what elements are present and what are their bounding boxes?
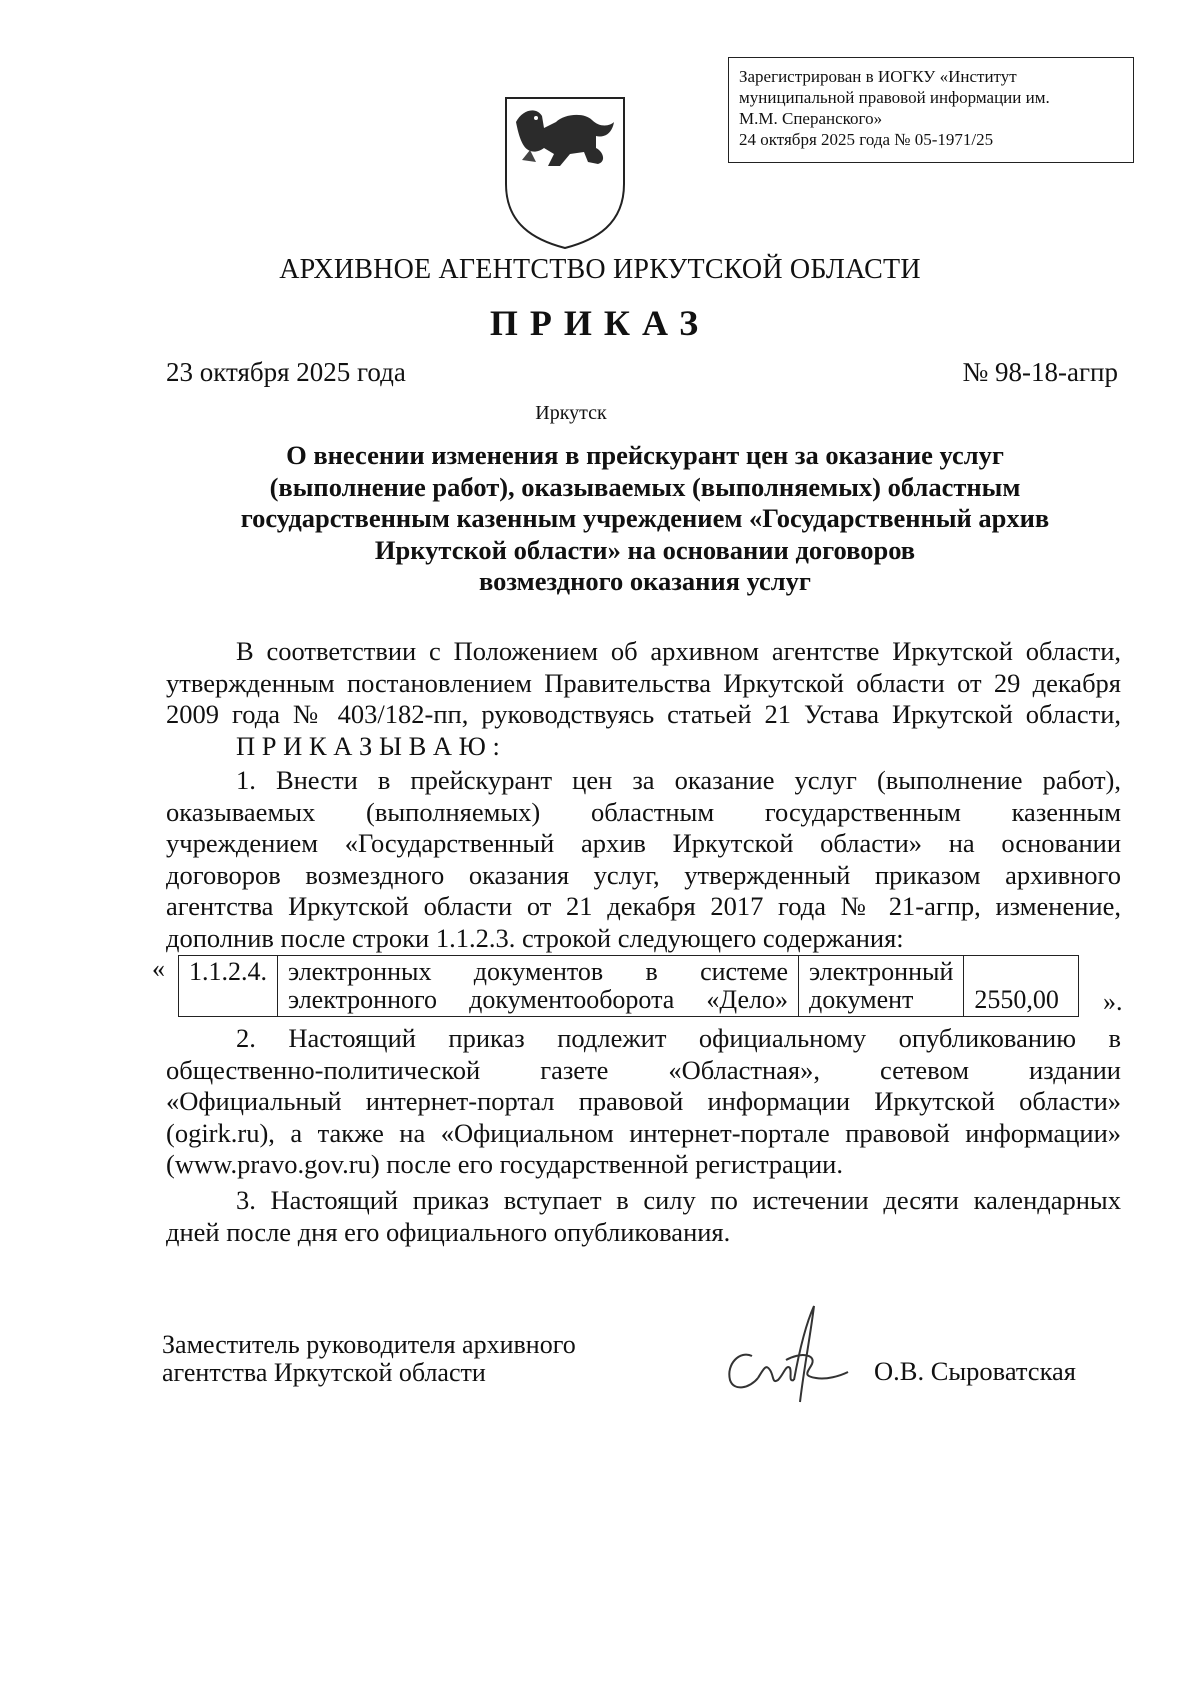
- body-line: 3. Настоящий приказ вступает в силу по истечении десяти календарных: [236, 1185, 1121, 1215]
- body-line: 2009 года № 403/182-пп, руководствуясь статьей 21 Устава Иркутской области,: [166, 699, 1121, 729]
- quote-open: «: [152, 954, 165, 983]
- body-line: 2. Настоящий приказ подлежит официальному опубликованию в: [236, 1023, 1121, 1053]
- table-cell-unit: электронный документ: [799, 956, 964, 1017]
- body-line: оказываемых (выполняемых) областным государственным казенным: [166, 796, 1121, 827]
- agency-name: АРХИВНОЕ АГЕНТСТВО ИРКУТСКОЙ ОБЛАСТИ: [279, 254, 921, 285]
- document-date: 23 октября 2025 года: [166, 357, 406, 387]
- heading-line: государственным казенным учреждением «Государственный архив: [240, 503, 1050, 533]
- body-line: общественно-политической газете «Областная», сетевом издании: [166, 1054, 1121, 1085]
- signatory-position: Заместитель руководителя архивного агентства Иркутской области: [162, 1330, 576, 1387]
- document-number: № 98-18-агпр: [962, 357, 1118, 387]
- stamp-line: Зарегистрирован в ИОГКУ «Институт: [739, 67, 1017, 86]
- body-line: (ogirk.ru), а также на «Официальном интернет-портале правовой информации»: [166, 1117, 1121, 1148]
- heading-line: (выполнение работ), оказываемых (выполняемых) областным: [269, 471, 1021, 502]
- coat-of-arms-emblem: [500, 92, 630, 252]
- order-keyword: П Р И К А З Ы В А Ю :: [236, 730, 500, 761]
- item-1-paragraph: [166, 765, 1121, 954]
- document-type-title: ПРИКАЗ: [489, 303, 711, 343]
- table-cell-description: электронных документов в системе электронного документооборота «Дело»: [278, 956, 799, 1017]
- body-line: договоров возмездного оказания услуг, утвержденный приказом архивного: [166, 859, 1121, 890]
- intro-paragraph: [166, 636, 1121, 762]
- stamp-line: муниципальной правовой информации им.: [739, 88, 1050, 107]
- heading-line: Иркутской области» на основании договоров: [374, 534, 916, 565]
- body-line: «Официальный интернет-портал правовой информации Иркутской области»: [166, 1086, 1121, 1116]
- document-heading: [170, 440, 1120, 598]
- signatory-name: О.В. Сыроватская: [874, 1356, 1076, 1386]
- registration-stamp: [728, 57, 1134, 163]
- body-line: дней после дня его официального опубликования.: [166, 1216, 731, 1247]
- body-line: утвержденным постановлением Правительства Иркутской области от 29 декабря: [166, 667, 1121, 698]
- document-city: Иркутск: [535, 402, 607, 424]
- body-line: учреждением «Государственный архив Иркутской области» на основании: [166, 828, 1121, 858]
- table-cell-price: 2550,00: [964, 956, 1079, 1017]
- body-line: (www.pravo.gov.ru) после его государственной регистрации.: [166, 1149, 843, 1179]
- item-3-paragraph: [166, 1185, 1121, 1248]
- body-line: В соответствии с Положением об архивном агентстве Иркутской области,: [236, 636, 1121, 666]
- table-row: [179, 956, 1079, 1017]
- item-2-paragraph: [166, 1023, 1121, 1181]
- quote-close: ».: [1103, 987, 1123, 1016]
- stamp-line: М.М. Сперанского»: [739, 109, 883, 128]
- body-line: агентства Иркутской области от 21 декабря 2017 года № 21-агпр, изменение,: [166, 891, 1121, 921]
- stamp-line: 24 октября 2025 года № 05-1971/25: [739, 130, 994, 149]
- body-line: 1. Внести в прейскурант цен за оказание услуг (выполнение работ),: [236, 765, 1121, 795]
- amendment-table: [178, 955, 1079, 1017]
- heading-line: О внесении изменения в прейскурант цен за оказание услуг: [286, 440, 1004, 470]
- body-line: дополнив после строки 1.1.2.3. строкой следующего содержания:: [166, 922, 904, 953]
- handwritten-signature: [716, 1298, 856, 1408]
- table-cell-code: 1.1.2.4.: [179, 956, 278, 1017]
- heading-line: возмездного оказания услуг: [479, 566, 811, 596]
